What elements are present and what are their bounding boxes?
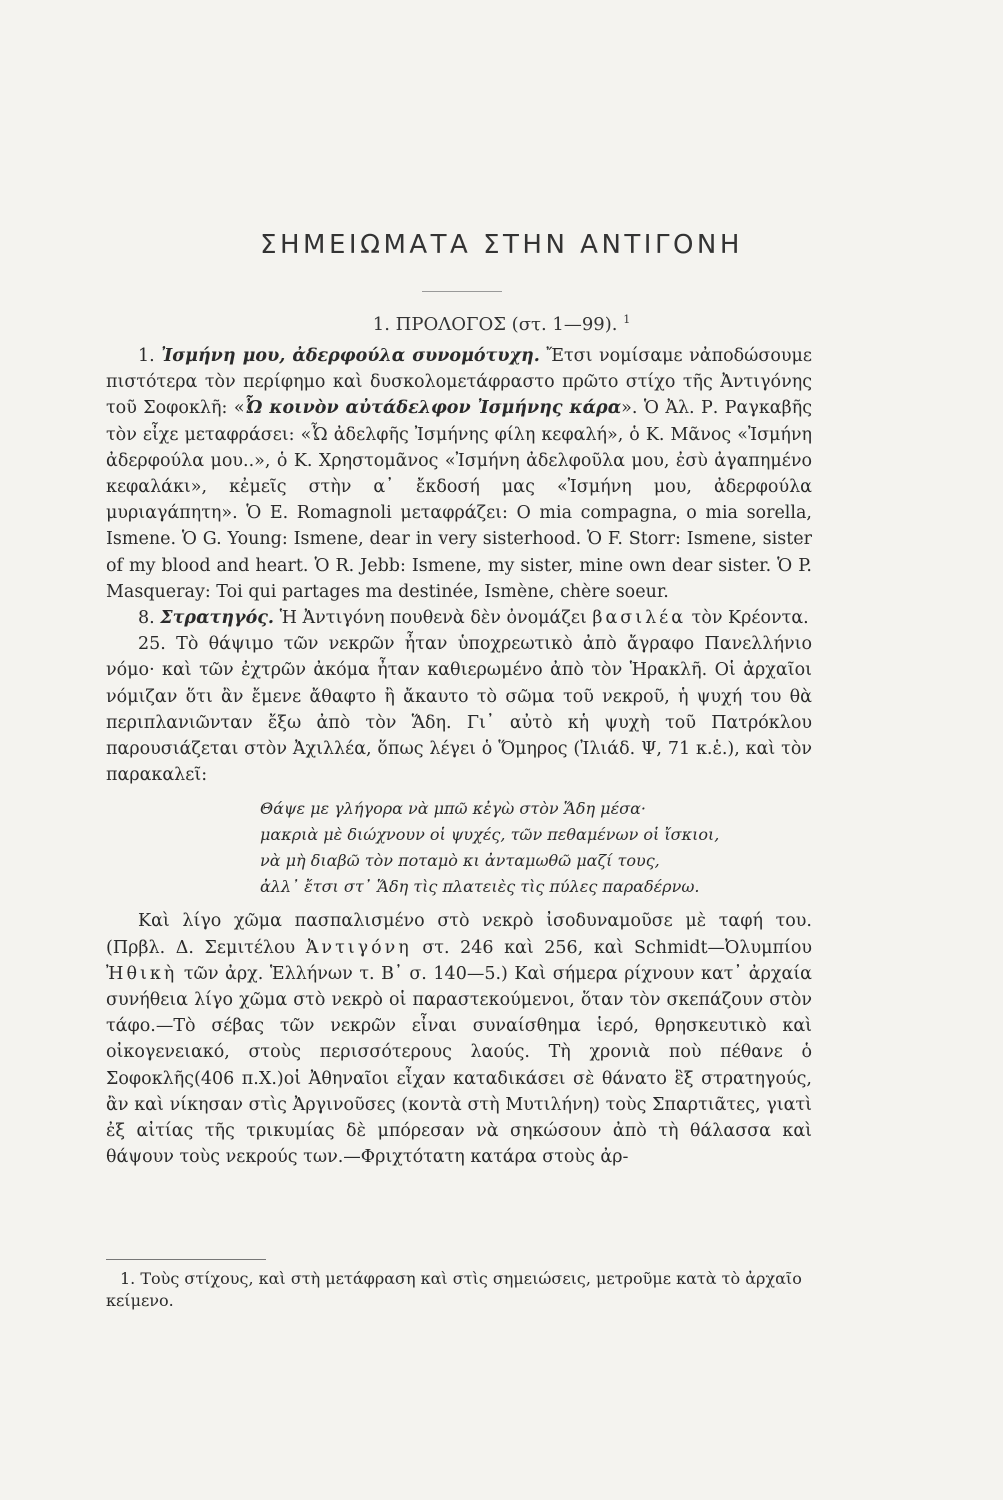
page-title: ΣΗΜΕΙΩΜΑΤΑ ΣΤΗΝ ΑΝΤΙΓΟΝΗ	[260, 230, 743, 260]
note-8-text-b: τὸν Κρέοντα.	[691, 608, 809, 629]
note-8-text-a: Ἡ Ἀντιγόνη πουθενὰ δὲν ὀνομάζει	[279, 608, 587, 629]
verse-line: ἀλλ᾽ ἔτσι στ᾽ Ἅδη τὶς πλατειὲς τὶς πύλες παραδέρνω.	[260, 877, 700, 897]
verse-line: νὰ μὴ διαβῶ τὸν ποταμὸ κι ἀνταμωθῶ μαζί τους,	[260, 851, 660, 871]
note-1-number: 1.	[138, 346, 155, 366]
verse-line: μακριὰ μὲ διώχνουν οἱ ψυχές, τῶν πεθαμένων οἱ ἴσκιοι,	[260, 825, 720, 845]
note-1-text-b: ». Ὁ Ἀλ. Ρ. Ραγκαβῆς τὸν εἶχε μεταφράσει: «Ὦ ἀδελφῆς Ἰσμήνης φίλη κεφαλή», ὁ Κ. Μᾶνος «Ἰσμήνη ἀδερφούλα μου..», ὁ Κ. Χρηστομᾶνος «Ἰσμήνη ἀδελφοῦλα μου, ἐσὺ ἀγαπημένο κεφαλάκι», κἐμεῖς στὴν α᾽ ἔκδοσή μας «Ἰσμήνη μου, ἀδερφούλα μυριαγάπητη». Ὁ E. Romagnoli μεταφράζει: O mia compagna, o mia sorella, Ismene. Ὁ G. Young: Ismene, dear in very sisterhood. Ὁ F. Storr: Ismene, sister of my blood and heart. Ὁ R. Jebb: Ismene, my sister, mine own dear sister. Ὁ P. Masqueray: Toi qui partages ma destinée, Ismène, chère soeur.	[106, 398, 812, 602]
note-25-continuation	[106, 908, 812, 1170]
verse-quotation	[260, 796, 812, 900]
section-heading	[0, 313, 1003, 335]
section-heading-text: 1. ΠΡΟΛΟΓΟΣ (στ. 1—99).	[372, 314, 618, 335]
verse-line: Θάψε με γλήγορα νὰ μπῶ κἐγὼ στὸν Ἅδη μέσα·	[260, 799, 646, 819]
note-1-quote: Ὦ κοινὸν αὐτάδελφον Ἰσμήνης κάρα	[244, 398, 622, 419]
footnote: 1. Τοὺς στίχους, καὶ στὴ μετάφραση καὶ στὶς σημειώσεις, μετροῦμε κατὰ τὸ ἀρχαῖο κείμενο.	[106, 1269, 802, 1310]
continuation-text-a: Καὶ λίγο χῶμα πασπαλισμένο στὸ νεκρὸ ἰσοδυναμοῦσε μὲ ταφή του. (Πρβλ. Δ. Σεμιτέλου	[106, 911, 812, 958]
note-1-text-a: Ἔτσι νομίσαμε νἀποδώσουμε πιστότερα τὸν περίφημο καὶ δυσκολομετάφραστο πρῶτο στίχο τῆς Ἀντιγόνης τοῦ Σοφοκλῆ:	[106, 346, 812, 419]
footnote-divider	[106, 1259, 266, 1260]
body-text	[106, 343, 812, 1170]
spaced-title-antigone: Ἀντιγόνη	[305, 937, 412, 958]
note-25	[106, 631, 812, 788]
note-8-headword: Στρατηγός.	[160, 608, 275, 629]
title-divider	[422, 291, 502, 292]
note-8-spaced-word: βασιλέα	[592, 608, 687, 629]
note-25-text: Τὸ θάψιμο τῶν νεκρῶν ἦταν ὑποχρεωτικὸ ἀπὸ ἄγραφο Πανελλήνιο νόμο· καὶ τῶν ἐχτρῶν ἀκόμα ἦταν καθιερωμένο ἀπὸ τὸν Ἡρακλῆ. Οἱ ἀρχαῖοι νόμιζαν ὅτι ἂν ἔμενε ἄθαφτο ἢ ἄκαυτο τὸ σῶμα τοῦ νεκροῦ, ἡ ψυχή του θὰ περιπλανιῶνταν ἔξω ἀπὸ τὸν Ἅδη. Γι᾽ αὐτὸ κἡ ψυχὴ τοῦ Πατρόκλου παρουσιάζεται στὸν Ἀχιλλέα, ὅπως λέγει ὁ Ὅμηρος (Ἰλιάδ. Ψ, 71 κ.ἑ.), καὶ τὸν παρακαλεῖ:	[106, 634, 812, 786]
spaced-title-ethiki: Ἠθικὴ	[106, 963, 178, 984]
note-8	[106, 605, 812, 631]
continuation-text-c: τῶν ἀρχ. Ἑλλήνων τ. Β᾽ σ. 140—5.) Καὶ σήμερα ρίχνουν κατ᾽ ἀρχαία συνήθεια λίγο χῶμα στὸ νεκρὸ οἱ παραστεκούμενοι, ὅταν τὸν σκεπάζουν στὸν τάφο.—Τὸ σέβας τῶν νεκρῶν εἶναι συναίσθημα ἱερό, θρησκευτικὸ καὶ οἰκογενειακό, στοὺς περισσότερους λαούς. Τὴ χρονιὰ ποὺ πέθανε ὁ Σοφοκλῆς(406 π.Χ.)οἱ Ἀθηναῖοι εἶχαν καταδικάσει σὲ θάνατο ἓξ στρατηγούς, ἂν καὶ νίκησαν στὶς Ἀργινοῦσες (κοντὰ στὴ Μυτιλήνη) τοὺς Σπαρτιᾶτες, γιατὶ ἐξ αἰτίας τῆς τρικυμίας δὲ μπόρεσαν νὰ σηκώσουν ἀπὸ τὴ θάλασσα καὶ θάψουν τοὺς νεκρούς των.—Φριχτότατη κατάρα στοὺς ἀρ-	[106, 963, 812, 1168]
continuation-text-b: στ. 246 καὶ 256, καὶ Schmidt—Ὀλυμπίου	[422, 937, 812, 958]
note-8-number: 8.	[138, 608, 155, 629]
note-1-headword: Ἰσμήνη μου, ἀδερφούλα συνομότυχη.	[161, 346, 540, 366]
note-1-quote-open: «	[233, 398, 245, 419]
footnote-marker: 1	[623, 313, 631, 326]
note-1	[106, 343, 812, 605]
note-25-number: 25.	[138, 634, 166, 655]
